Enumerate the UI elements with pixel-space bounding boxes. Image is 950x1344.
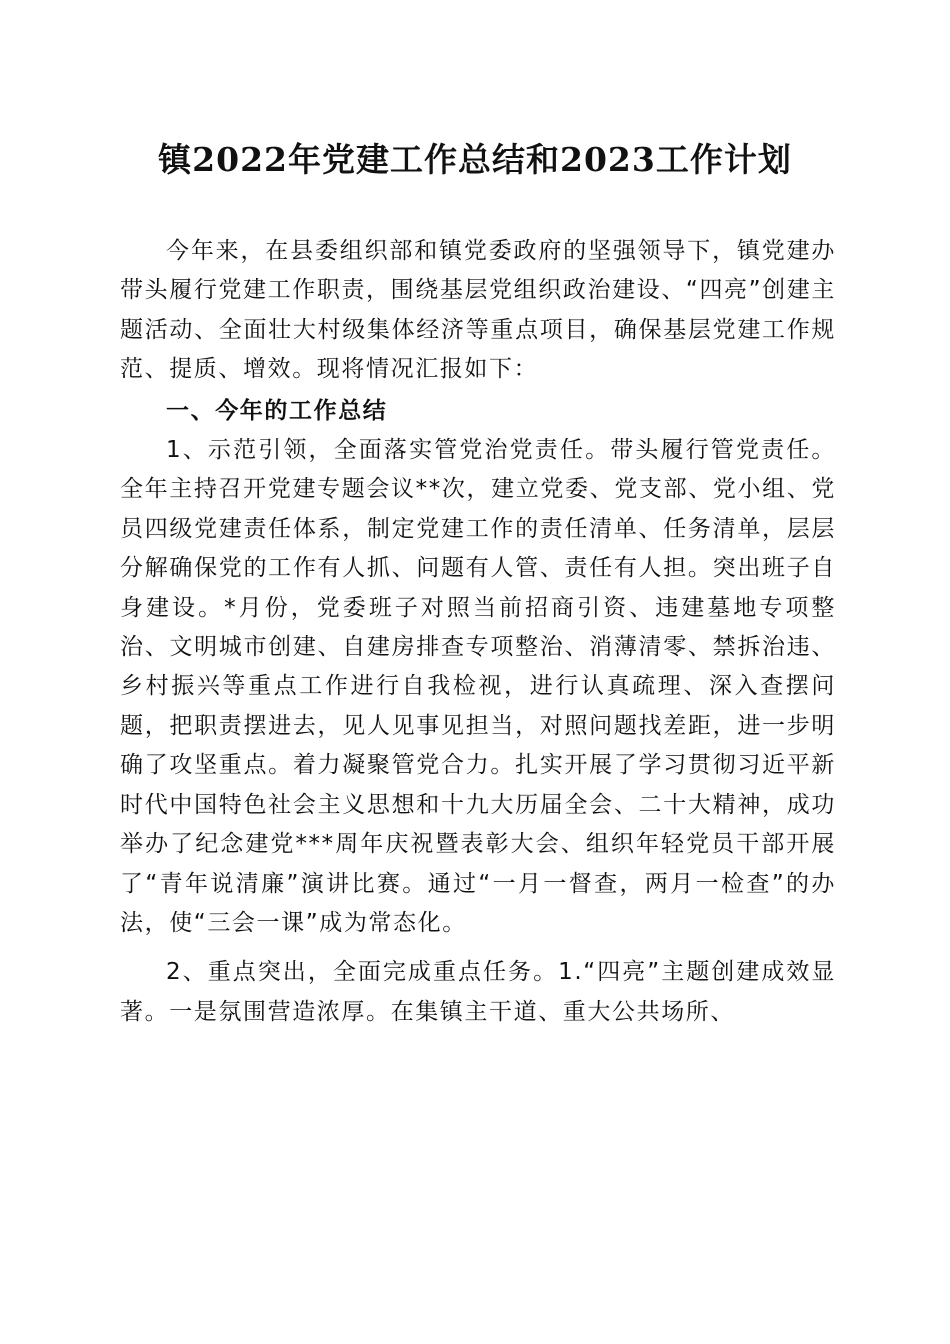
document-title: 镇2022年党建工作总结和2023工作计划 xyxy=(158,140,792,179)
summary-item-1: 1、示范引领，全面落实管党治党责任。带头履行管党责任。全年主持召开党建专题会议**次，建立党委、党支部、党小组、党员四级党建责任体系，制定党建工作的责任清单、任务清单，层层分解确保党的工作有人抓、问题有人管、责任有人担。突出班子自身建设。*月份，党委班子对照当前招商引资、违建墓地专项整治、文明城市创建、自建房排查专项整治、消薄清零、禁拆治违、乡村振兴等重点工作进行自我检视，进行认真疏理、深入查摆问题，把职责摆进去，见人见事见担当，对照问题找差距，进一步明确了攻坚重点。着力凝聚管党合力。扎实开展了学习贯彻习近平新时代中国特色社会主义思想和十九大历届全会、二十大精神，成功举办了纪念建党***周年庆祝暨表彰大会、组织年轻党员干部开展了“青年说清廉”演讲比赛。通过“一月一督查，两月一检查”的办法，使“三会一课”成为常态化。 xyxy=(120,437,836,936)
intro-paragraph: 今年来，在县委组织部和镇党委政府的坚强领导下，镇党建办带头履行党建工作职责，围绕基层党组织政治建设、“四亮”创建主题活动、全面壮大村级集体经济等重点项目，确保基层党建工作规范、提质、增效。现将情况汇报如下： xyxy=(120,238,836,383)
section-heading: 一、今年的工作总结 xyxy=(166,397,388,424)
summary-item-2: 2、重点突出，全面完成重点任务。1.“四亮”主题创建成效显著。一是氛围营造浓厚。在集镇主干道、重大公共场所、 xyxy=(120,959,836,1025)
document-body xyxy=(120,232,836,1032)
